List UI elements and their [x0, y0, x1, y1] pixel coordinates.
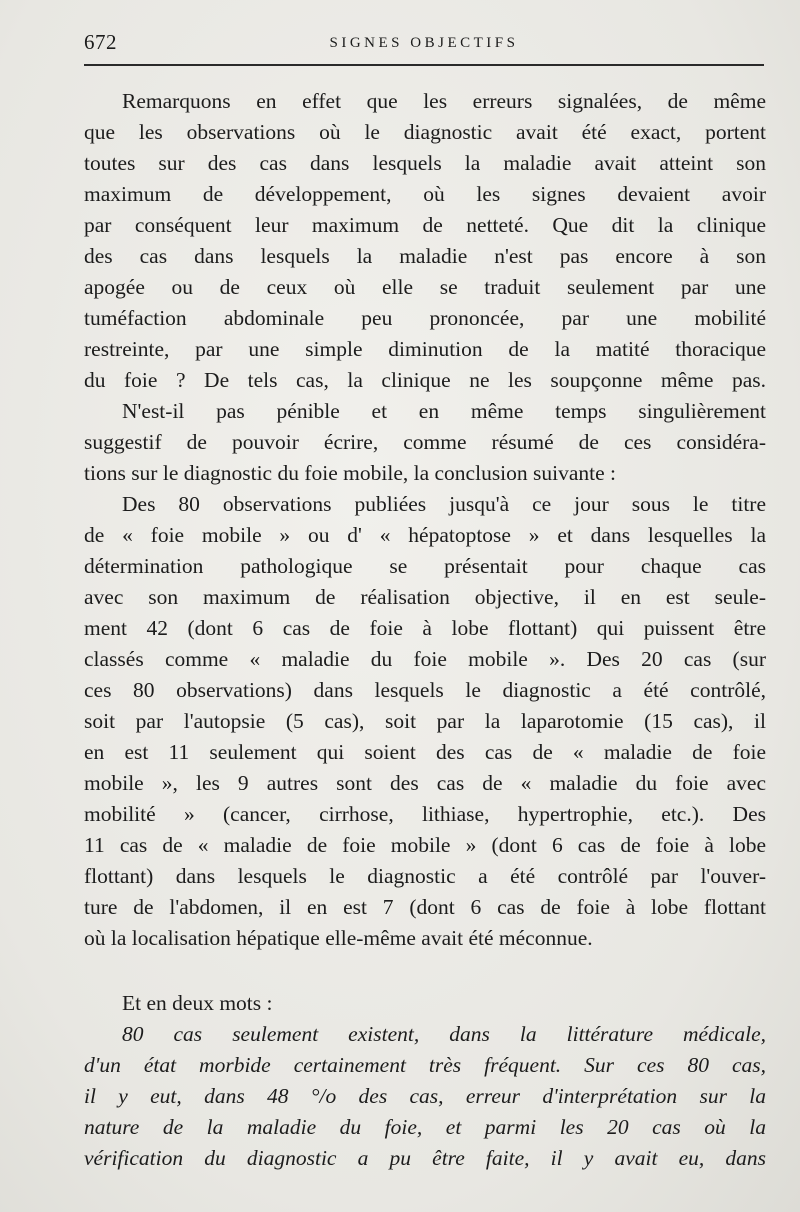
text-line: 80 cas seulement existent, dans la littérature médicale, [122, 1022, 766, 1046]
text-line: ces 80 observations) dans lesquels le diagnostic a été contrôlé, [84, 678, 766, 702]
text-line: flottant) dans lesquels le diagnostic a été contrôlé par l'ouver- [84, 864, 766, 888]
text-line: mobilité » (cancer, cirrhose, lithiase, hypertrophie, etc.). Des [84, 802, 766, 826]
text-line: d'un état morbide certainement très fréquent. Sur ces 80 cas, [84, 1053, 766, 1077]
text-line: avec son maximum de réalisation objective, il en est seule- [84, 585, 766, 609]
text-line: ture de l'abdomen, il en est 7 (dont 6 cas de foie à lobe flottant [84, 895, 766, 919]
text-line: que les observations où le diagnostic avait été exact, portent [84, 120, 766, 144]
text-line: Des 80 observations publiées jusqu'à ce jour sous le titre [122, 492, 766, 516]
paragraph-4 [84, 988, 766, 1019]
text-line: tuméfaction abdominale peu prononcée, par une mobilité [84, 306, 766, 330]
page-number: 672 [84, 30, 117, 54]
paragraph-gap [84, 954, 766, 988]
text-line: des cas dans lesquels la maladie n'est pas encore à son [84, 244, 766, 268]
text-line: restreinte, par une simple diminution de la matité thoracique [84, 337, 766, 361]
text-line: en est 11 seulement qui soient des cas de « maladie de foie [84, 740, 766, 764]
text-line: apogée ou de ceux où elle se traduit seulement par une [84, 275, 766, 299]
body-text [84, 86, 766, 1174]
text-line: vérification du diagnostic a pu être faite, il y avait eu, dans [84, 1146, 766, 1170]
text-line: maximum de développement, où les signes devaient avoir [84, 182, 766, 206]
text-line: ment 42 (dont 6 cas de foie à lobe flottant) qui puissent être [84, 616, 766, 640]
text-line: nature de la maladie du foie, et parmi les 20 cas où la [84, 1115, 766, 1139]
text-line: classés comme « maladie du foie mobile ». Des 20 cas (sur [84, 647, 766, 671]
text-line: Et en deux mots : [122, 991, 273, 1015]
text-line: toutes sur des cas dans lesquels la maladie avait atteint son [84, 151, 766, 175]
text-line: où la localisation hépatique elle-même avait été méconnue. [84, 926, 593, 950]
text-line: de « foie mobile » ou d' « hépatoptose » et dans lesquelles la [84, 523, 766, 547]
text-line: soit par l'autopsie (5 cas), soit par la laparotomie (15 cas), il [84, 709, 766, 733]
text-line: 11 cas de « maladie de foie mobile » (dont 6 cas de foie à lobe [84, 833, 766, 857]
text-line: du foie ? De tels cas, la clinique ne les soupçonne même pas. [84, 368, 766, 392]
text-line: tions sur le diagnostic du foie mobile, la conclusion suivante : [84, 461, 617, 485]
text-line: N'est-il pas pénible et en même temps singulièrement [122, 399, 766, 423]
text-line: mobile », les 9 autres sont des cas de « maladie du foie avec [84, 771, 766, 795]
page-header [84, 30, 764, 60]
text-line: il y eut, dans 48 °/o des cas, erreur d'interprétation sur la [84, 1084, 766, 1108]
paragraph-2 [84, 396, 766, 489]
paragraph-1 [84, 86, 766, 396]
header-rule [84, 64, 764, 66]
text-line: Remarquons en effet que les erreurs signalées, de même [122, 89, 766, 113]
paragraph-3 [84, 489, 766, 954]
running-title: SIGNES OBJECTIFS [329, 35, 519, 51]
paragraph-5-italic [84, 1019, 766, 1174]
text-line: détermination pathologique se présentait pour chaque cas [84, 554, 766, 578]
text-line: suggestif de pouvoir écrire, comme résumé de ces considéra- [84, 430, 766, 454]
text-line: par conséquent leur maximum de netteté. Que dit la clinique [84, 213, 766, 237]
